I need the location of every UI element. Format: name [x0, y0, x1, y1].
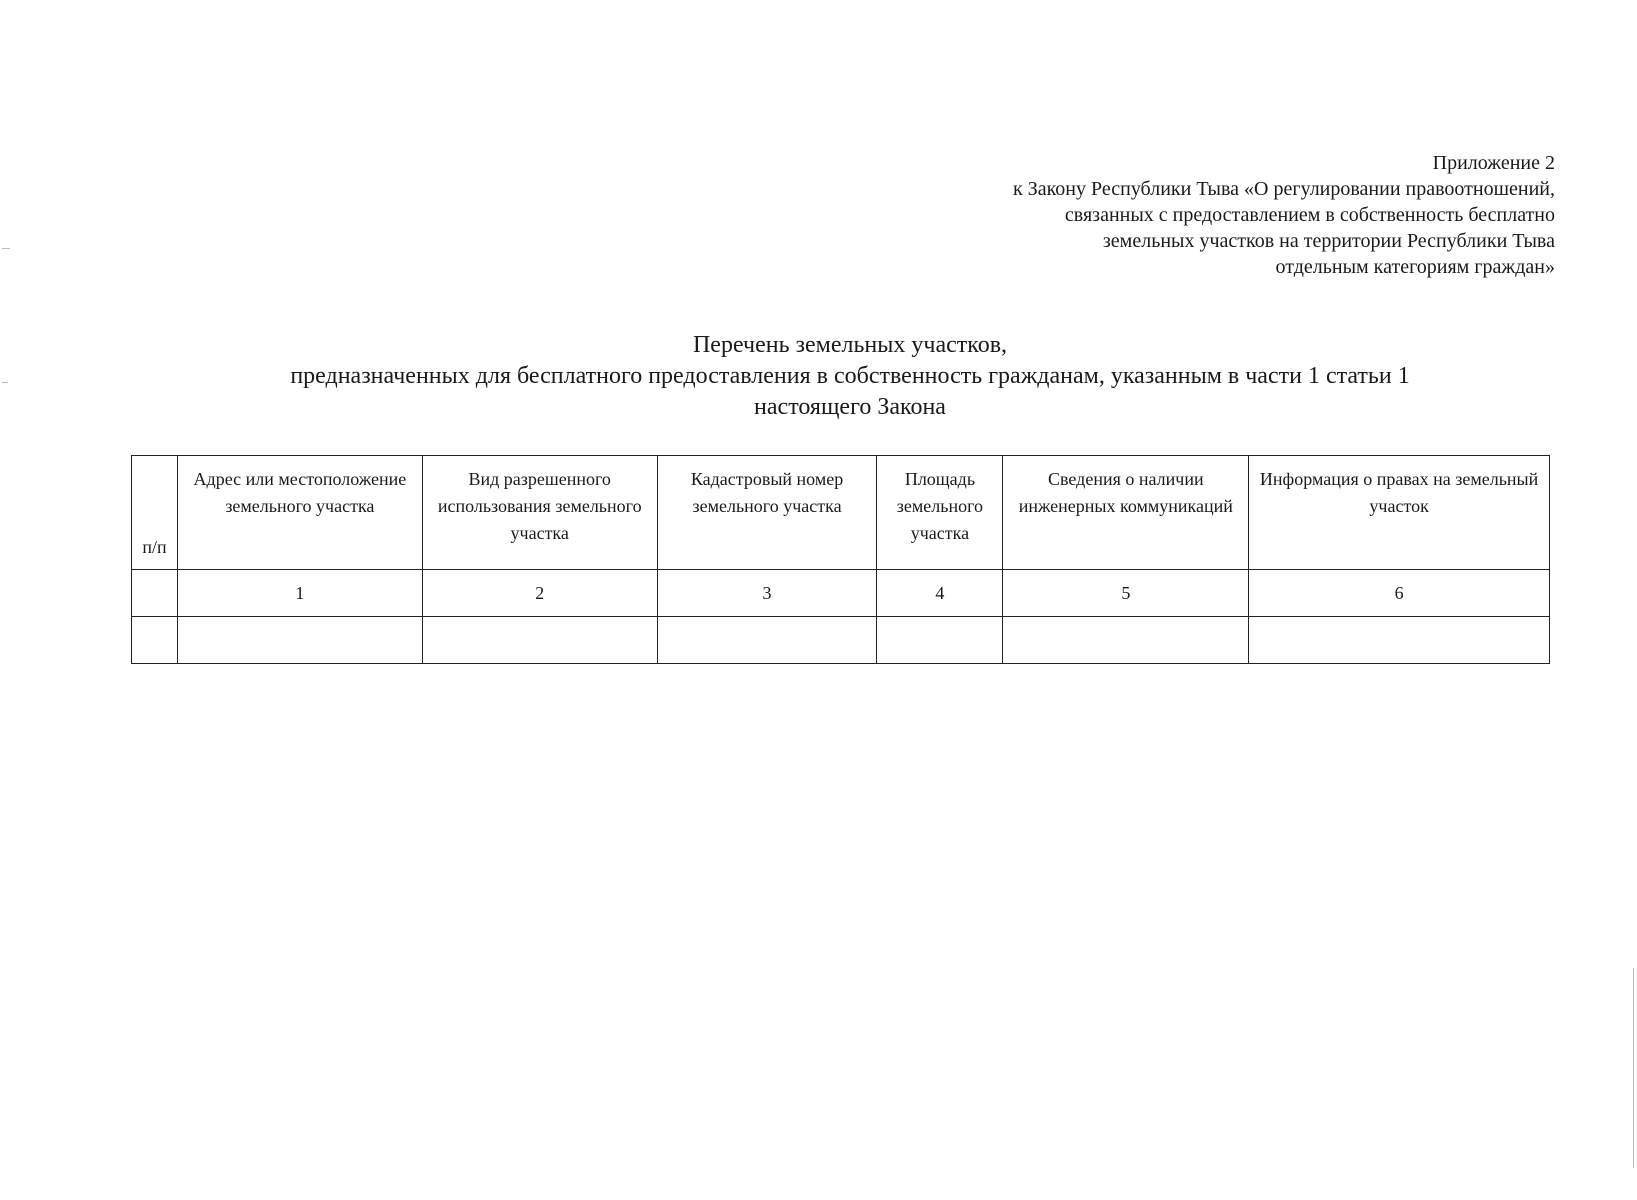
table-header-row	[132, 456, 1550, 570]
appendix-note	[755, 150, 1555, 280]
title-line: предназначенных для бесплатного предоставления в собственность гражданам, указанным в части 1 статьи 1	[290, 363, 1410, 389]
appendix-line: отдельным категориям граждан»	[1275, 256, 1555, 278]
header-cell-utilities: Сведения о наличии инженерных коммуникаций	[1003, 456, 1249, 570]
header-cell-number: п/п	[132, 456, 178, 570]
header-cell-address: Адрес или местоположение земельного участка	[177, 456, 422, 570]
table-index-row	[132, 570, 1550, 617]
header-cell-rights: Информация о правах на земельный участок	[1249, 456, 1550, 570]
title-line: Перечень земельных участков,	[692, 332, 1008, 358]
header-cell-area: Площадь земельного участка	[877, 456, 1003, 570]
scan-artifact-mark	[2, 248, 10, 249]
table-cell	[657, 617, 877, 664]
index-cell: 3	[657, 570, 877, 617]
index-cell: 5	[1003, 570, 1249, 617]
index-cell: 4	[877, 570, 1003, 617]
land-plots-table	[131, 455, 1550, 664]
header-cell-permitted-use: Вид разрешенного использования земельного участка	[422, 456, 657, 570]
table-cell	[422, 617, 657, 664]
title-line: настоящего Закона	[754, 394, 946, 420]
table-cell	[177, 617, 422, 664]
table-cell	[877, 617, 1003, 664]
appendix-line: к Закону Республики Тыва «О регулировании правоотношений,	[1012, 178, 1555, 200]
table-row	[132, 617, 1550, 664]
index-cell	[132, 570, 178, 617]
table-cell	[132, 617, 178, 664]
header-cell-cadastral-number: Кадастровый номер земельного участка	[657, 456, 877, 570]
scan-artifact-mark	[1633, 968, 1634, 1168]
index-cell: 2	[422, 570, 657, 617]
appendix-line: связанных с предоставлением в собственность бесплатно	[1064, 204, 1555, 226]
table-cell	[1003, 617, 1249, 664]
index-cell: 1	[177, 570, 422, 617]
scan-artifact-mark	[2, 382, 8, 383]
index-cell: 6	[1249, 570, 1550, 617]
appendix-line: Приложение 2	[1432, 152, 1555, 174]
table-cell	[1249, 617, 1550, 664]
appendix-line: земельных участков на территории Республики Тыва	[1102, 230, 1555, 252]
document-title	[180, 330, 1520, 423]
